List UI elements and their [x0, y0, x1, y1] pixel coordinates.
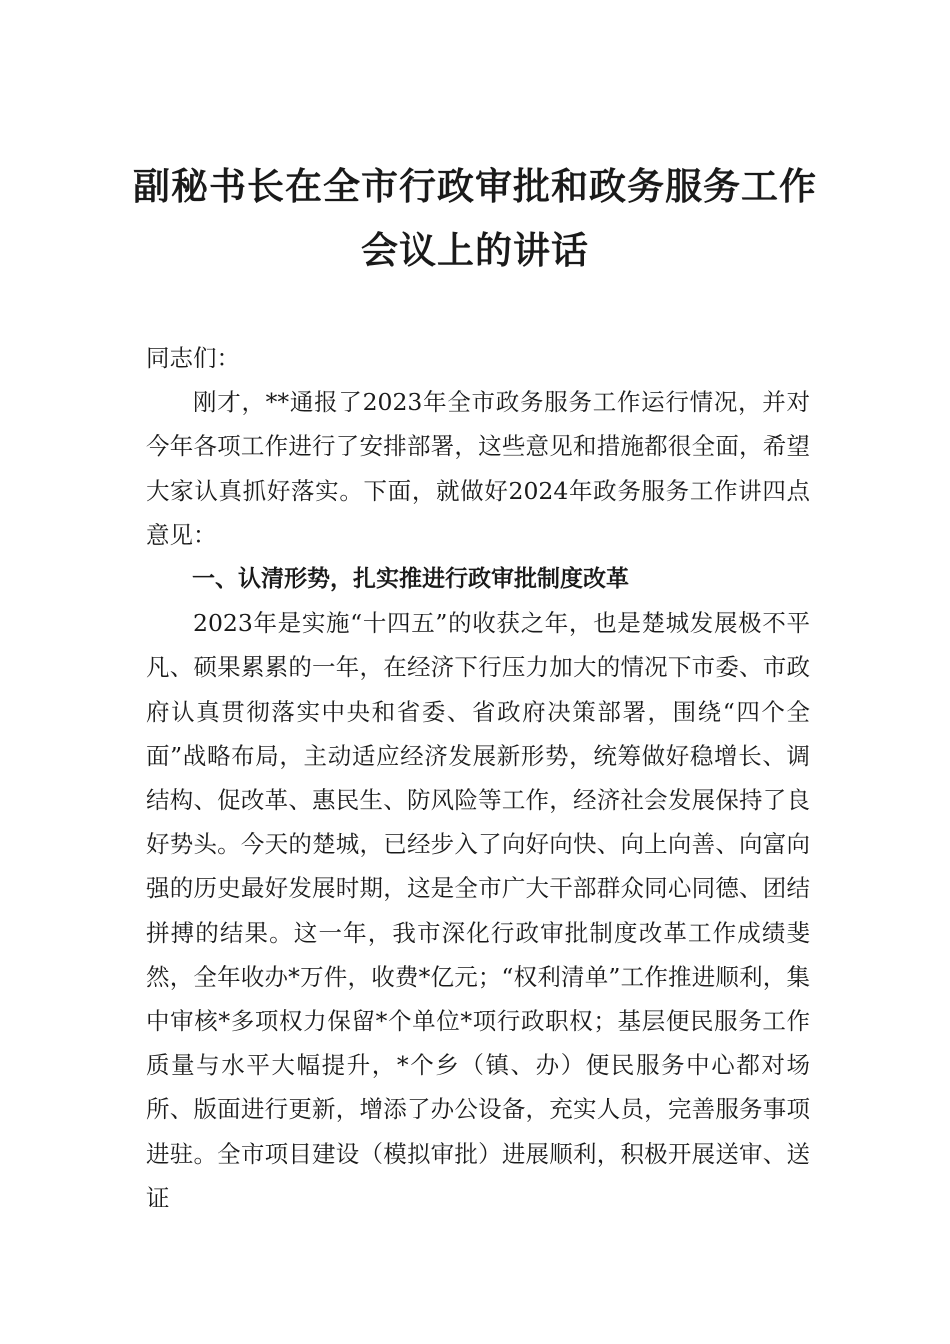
document-title-line-2: 会议上的讲话	[361, 228, 589, 272]
salutation: 同志们：	[146, 344, 240, 372]
document-title-line-1: 副秘书长在全市行政审批和政务服务工作	[133, 164, 817, 208]
section-heading-1: 一、认清形势，扎实推进行政审批制度改革	[192, 566, 629, 593]
paragraph-section-1: 2023年是实施“十四五”的收获之年，也是楚城发展极不平凡、硕果累累的一年，在经济下行压力加大的情况下市委、市政府认真贯彻落实中央和省委、省政府决策部署，围绕“四个全面”战略布局，主动适应经济发展新形势，统筹做好稳增长、调结构、促改革、惠民生、防风险等工作，经济社会发展保持了良好势头。今天的楚城，已经步入了向好向快、向上向善、向富向强的历史最好发展时期，这是全市广大干部群众同心同德、团结拼搏的结果。这一年，我市深化行政审批制度改革工作成绩斐然，全年收办*万件，收费*亿元；“权利清单”工作推进顺利，集中审核*多项权力保留*个单位*项行政职权；基层便民服务工作质量与水平大幅提升，*个乡（镇、办）便民服务中心都对场所、版面进行更新，增添了办公设备，充实人员，完善服务事项进驻。全市项目建设（模拟审批）进展顺利，积极开展送审、送证	[146, 609, 810, 1212]
paragraph-intro: 刚才，**通报了2023年全市政务服务工作运行情况，并对今年各项工作进行了安排部署，这些意见和措施都很全面，希望大家认真抓好落实。下面，就做好2024年政务服务工作讲四点意见：	[146, 388, 810, 549]
document-body	[146, 336, 810, 1220]
